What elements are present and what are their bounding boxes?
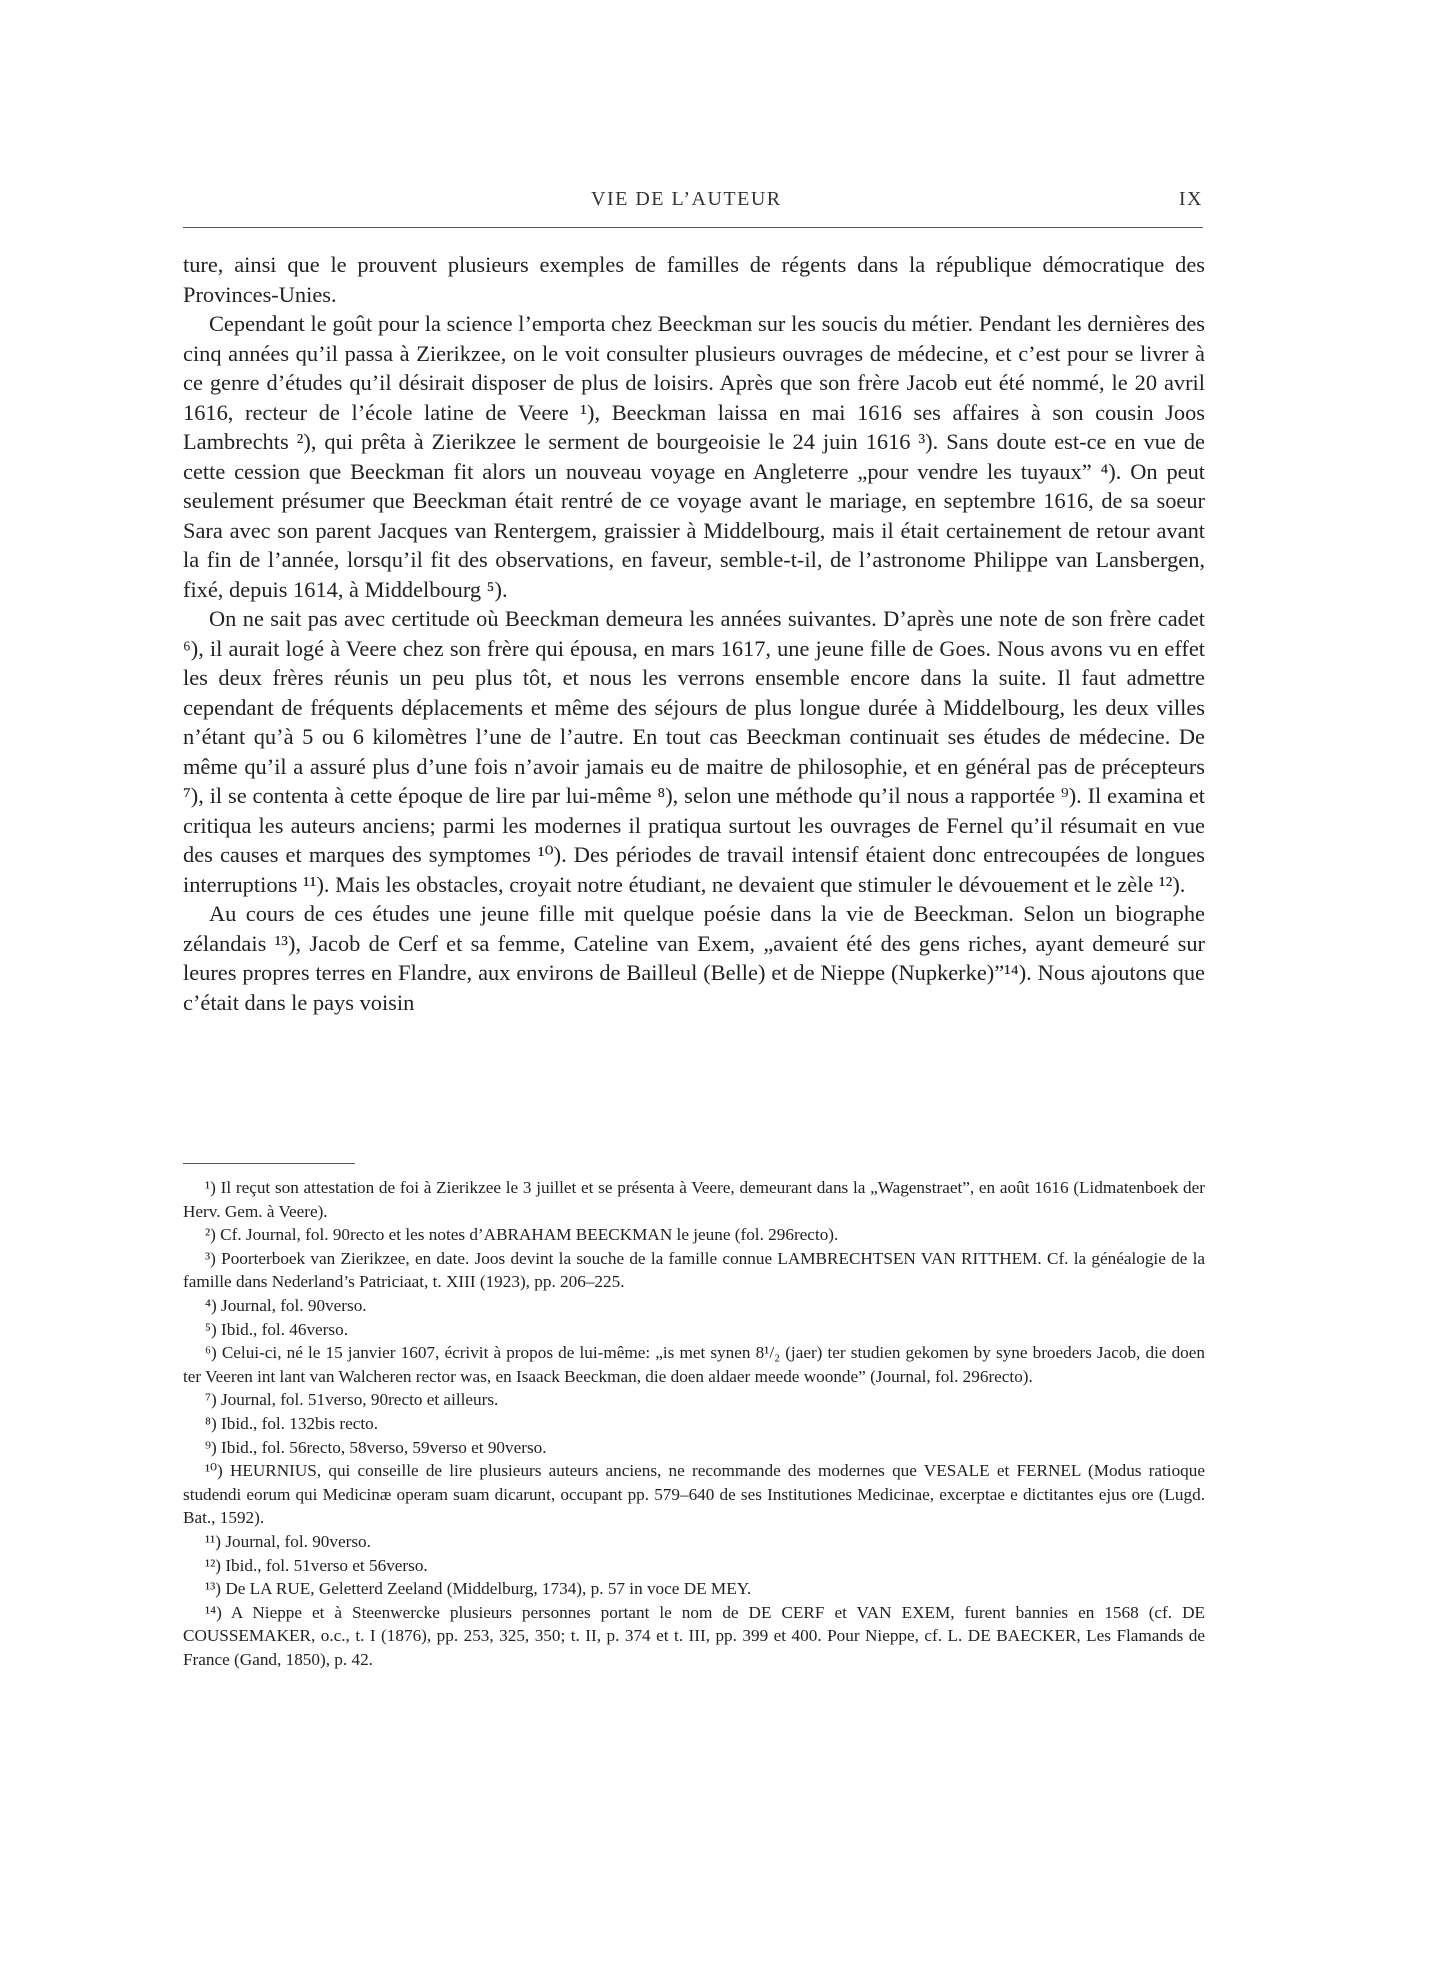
footnote-rule: [183, 1163, 355, 1164]
footnote-11: ¹¹) Journal, fol. 90verso.: [205, 1531, 371, 1551]
footnote-7: ⁷) Journal, fol. 51verso, 90recto et ailleurs.: [205, 1390, 499, 1410]
footnote-13: ¹³) De LA RUE, Geletterd Zeeland (Middelburg, 1734), p. 57 in voce DE MEY.: [205, 1579, 752, 1599]
footnote-3: ³) Poorterboek van Zierikzee, en date. Joos devint la souche de la famille connue LAMBRECHTSEN VAN RITTHEM. Cf. la généalogie de la famille dans Nederland’s Patriciaat, t. XIII (1923), pp. 206–225.: [183, 1248, 1205, 1292]
running-title: VIE DE L’AUTEUR: [591, 188, 782, 210]
paragraph-2: Cependant le goût pour la science l’emporta chez Beeckman sur les soucis du métier. Pendant les dernières des cinq années qu’il passa à Zierikzee, on le voit consulter plusieurs ouvrages de médecine, et c’est pour se livrer à ce genre d’études qu’il désirait disposer de plus de loisirs. Après que son frère Jacob eut été nommé, le 20 avril 1616, recteur de l’école latine de Veere ¹), Beeckman laissa en mai 1616 ses affaires à son cousin Joos Lambrechts ²), qui prêta à Zierikzee le serment de bourgeoisie le 24 juin 1616 ³). Sans doute est-ce en vue de cette cession que Beeckman fit alors un nouveau voyage en Angleterre „pour vendre les tuyaux” ⁴). On peut seulement présumer que Beeckman était rentré de ce voyage avant le mariage, en septembre 1616, de sa soeur Sara avec son parent Jacques van Rentergem, graissier à Middelbourg, mais il était certainement de retour avant la fin de l’année, lorsqu’il fit des observations, en faveur, semble-t-il, de l’astronome Philippe van Lansbergen, fixé, depuis 1614, à Middelbourg ⁵).: [183, 311, 1205, 602]
footnote-8: ⁸) Ibid., fol. 132bis recto.: [205, 1413, 379, 1433]
footnote-1: ¹) Il reçut son attestation de foi à Zierikzee le 3 juillet et se présenta à Veere, demeurant dans la „Wagenstraet”, en août 1616 (Lidmatenboek der Herv. Gem. à Veere).: [183, 1178, 1205, 1221]
page-number: IX: [1178, 188, 1203, 210]
footnote-6: ⁶) Celui-ci, né le 15 janvier 1607, écrivit à propos de lui-même: „is met synen 8¹/₂ (jaer) ter studien gekomen by syne broeders Jacob, die doen ter Veeren int lant van Walcheren rector was, en Isaack Beeckman, die doen aldaer meede woonde” (Journal, fol. 296recto).: [183, 1343, 1205, 1386]
header-rule: [183, 227, 1203, 228]
footnote-12: ¹²) Ibid., fol. 51verso et 56verso.: [205, 1555, 428, 1575]
footnote-2: ²) Cf. Journal, fol. 90recto et les notes d’ABRAHAM BEECKMAN le jeune (fol. 296recto).: [205, 1225, 839, 1245]
footnote-14: ¹⁴) A Nieppe et à Steenwercke plusieurs personnes portant le nom de DE CERF et VAN EXEM, furent bannies en 1568 (cf. DE COUSSEMAKER, o.c., t. I (1876), pp. 253, 325, 350; t. II, p. 374 et t. III, pp. 399 et 400. Pour Nieppe, cf. L. DE BAECKER, Les Flamands de France (Gand, 1850), p. 42.: [183, 1602, 1205, 1669]
running-header: [183, 184, 1203, 216]
footnote-9: ⁹) Ibid., fol. 56recto, 58verso, 59verso et 90verso.: [205, 1437, 547, 1457]
footnotes: [183, 1176, 1205, 1671]
footnote-10: ¹⁰) HEURNIUS, qui conseille de lire plusieurs auteurs anciens, ne recommande des modernes que VESALE et FERNEL (Modus ratioque studendi eorum qui Medicinæ operam suam dicarunt, occupant pp. 579–640 de ses Institutiones Medicinae, excerptae e dictitantes ejus ore (Lugd. Bat., 1592).: [183, 1461, 1205, 1528]
footnote-4: ⁴) Journal, fol. 90verso.: [205, 1295, 367, 1315]
paragraph-1: ture, ainsi que le prouvent plusieurs exemples de familles de régents dans la république démocratique des Provinces-Unies.: [183, 252, 1205, 307]
paragraph-3: On ne sait pas avec certitude où Beeckman demeura les années suivantes. D’après une note de son frère cadet ⁶), il aurait logé à Veere chez son frère qui épousa, en mars 1617, une jeune fille de Goes. Nous avons vu en effet les deux frères réunis un peu plus tôt, et nous les verrons ensemble encore dans la suite. Il faut admettre cependant de fréquents déplacements et même des séjours de plus longue durée à Middelbourg, les deux villes n’étant qu’à 5 ou 6 kilomètres l’une de l’autre. En tout cas Beeckman continuait ses études de médecine. De même qu’il a assuré plus d’une fois n’avoir jamais eu de maitre de philosophie, et en général pas de précepteurs ⁷), il se contenta à cette époque de lire par lui-même ⁸), selon une méthode qu’il nous a rapportée ⁹). Il examina et critiqua les auteurs anciens; parmi les modernes il pratiqua surtout les ouvrages de Fernel qu’il résumait en vue des causes et marques des symptomes ¹⁰). Des périodes de travail intensif étaient donc entrecoupées de longues interruptions ¹¹). Mais les obstacles, croyait notre étudiant, ne devaient que stimuler le dévouement et le zèle ¹²).: [183, 606, 1205, 897]
footnote-5: ⁵) Ibid., fol. 46verso.: [205, 1319, 348, 1339]
paragraph-4: Au cours de ces études une jeune fille mit quelque poésie dans la vie de Beeckman. Selon un biographe zélandais ¹³), Jacob de Cerf et sa femme, Cateline van Exem, „avaient été des gens riches, ayant demeuré sur leures propres terres en Flandre, aux environs de Bailleul (Belle) et de Nieppe (Nupkerke)”¹⁴). Nous ajoutons que c’était dans le pays voisin: [183, 901, 1205, 1015]
body-text: [183, 250, 1205, 1017]
